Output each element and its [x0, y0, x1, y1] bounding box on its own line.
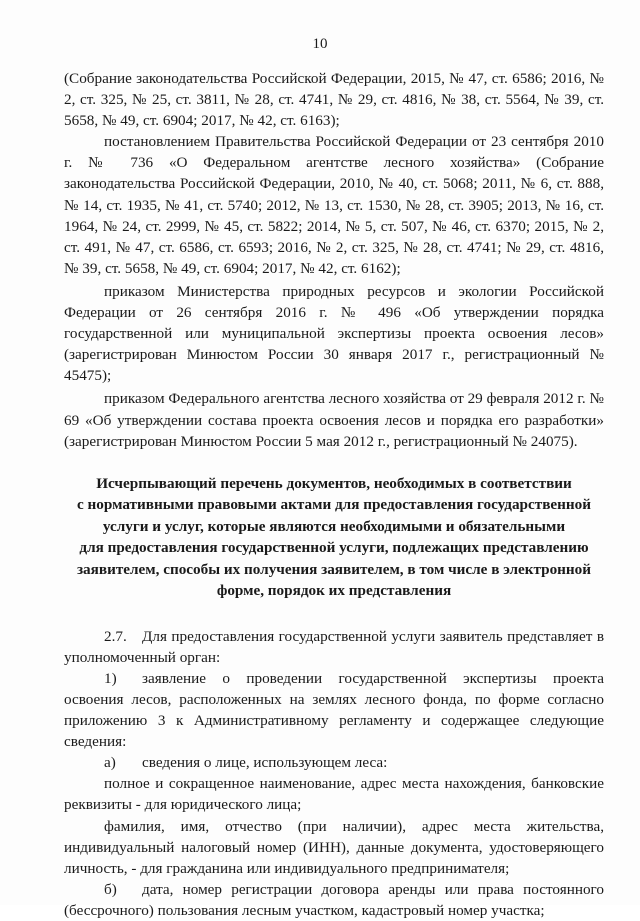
section-heading — [64, 473, 604, 602]
list-item-label: а) — [104, 754, 116, 772]
list-item-text: заявление о проведении государственной экспертизы проекта освоения лесов, расположенных на землях лесного фонда, по форме согласно приложению 3 к Административному регламенту и содержащее следующие сведения: — [64, 669, 604, 751]
list-item-text: дата, номер регистрации договора аренды или права постоянного (бессрочного) пользования лесным участком, кадастровый номер участка; — [64, 880, 604, 919]
list-item-label: 1) — [104, 669, 117, 687]
legal-entity-details: полное и сокращенное наименование, адрес места нахождения, банковские реквизиты - для юридического лица; — [64, 775, 604, 814]
clause-intro-text: Для предоставления государственной услуги заявитель представляет в уполномоченный орган: — [64, 627, 604, 666]
clause-number: 2.7. — [104, 627, 127, 645]
legal-reference-paragraph: постановлением Правительства Российской Федерации от 23 сентября 2010 г. № 736 «О Федеральном агентстве лесного хозяйства» (Собрание законодательства Российской Федерации, 2010, № 40, ст. 5068; 2011, № 6, ст. 888, № 14, ст. 1935, № 41, ст. 5740; 2012, № 13, ст. 1530, № 28, ст. 3905; 2013, № 16, ст. 1964, № 24, ст. 2999, № 45, ст. 5822; 2014, № 5, ст. 507, № 46, ст. 6370; 2015, № 2, ст. 491, № 47, ст. 6586, ст. 6593; 2016, № 2, ст. 325, № 28, ст. 4741; № 29, ст. 4816, № 39, ст. 5658, № 49, ст. 6904; 2017, № 42, ст. 6162); — [64, 133, 604, 277]
list-item-1 — [64, 668, 604, 752]
section-heading-line: заявителем, способы их получения заявителем, в том числе в электронной — [76, 560, 592, 578]
legal-reference-paragraph: приказом Федерального агентства лесного хозяйства от 29 февраля 2012 г. № 69 «Об утверждении состава проекта освоения лесов и порядка его разработки» (зарегистрирован Минюстом России 5 мая 2012 г., регистрационный № 24075). — [64, 390, 604, 450]
individual-details: фамилия, имя, отчество (при наличии), адрес места жительства, индивидуальный налоговый номер (ИНН), данные документа, удостоверяющего личность, - для гражданина или индивидуального предпринимателя; — [64, 817, 604, 877]
list-item-text: сведения о лице, использующем леса: — [142, 754, 388, 772]
section-heading-line: услуги и услуг, которые являются необходимыми и обязательными — [102, 517, 566, 535]
document-body — [64, 68, 604, 921]
clause-2-7 — [64, 626, 604, 668]
list-item-b — [64, 879, 604, 921]
list-item-label: б) — [104, 880, 117, 898]
legal-reference-paragraph: (Собрание законодательства Российской Федерации, 2015, № 47, ст. 6586; 2016, № 2, ст. 325, № 25, ст. 3811, № 28, ст. 4741, № 29, ст. 4816, № 38, ст. 5564, № 39, ст. 5658, № 49, ст. 6904; 2017, № 42, ст. 6163); — [64, 70, 604, 130]
section-heading-line: форме, порядок их представления — [216, 582, 452, 600]
section-heading-line: Исчерпывающий перечень документов, необходимых в соответствии — [96, 474, 572, 492]
page-number: 10 — [312, 36, 328, 52]
section-heading-line: с нормативными правовыми актами для предоставления государственной — [77, 496, 591, 514]
legal-reference-paragraph: приказом Министерства природных ресурсов и экологии Российской Федерации от 26 сентября 2016 г. № 496 «Об утверждении порядка государственной или муниципальной экспертизы проекта освоения лесов» (зарегистрирован Минюстом России 30 января 2017 г., регистрационный № 45475); — [64, 282, 604, 385]
list-item-a — [64, 752, 604, 773]
section-heading-line: для предоставления государственной услуги, подлежащих представлению — [79, 539, 589, 557]
